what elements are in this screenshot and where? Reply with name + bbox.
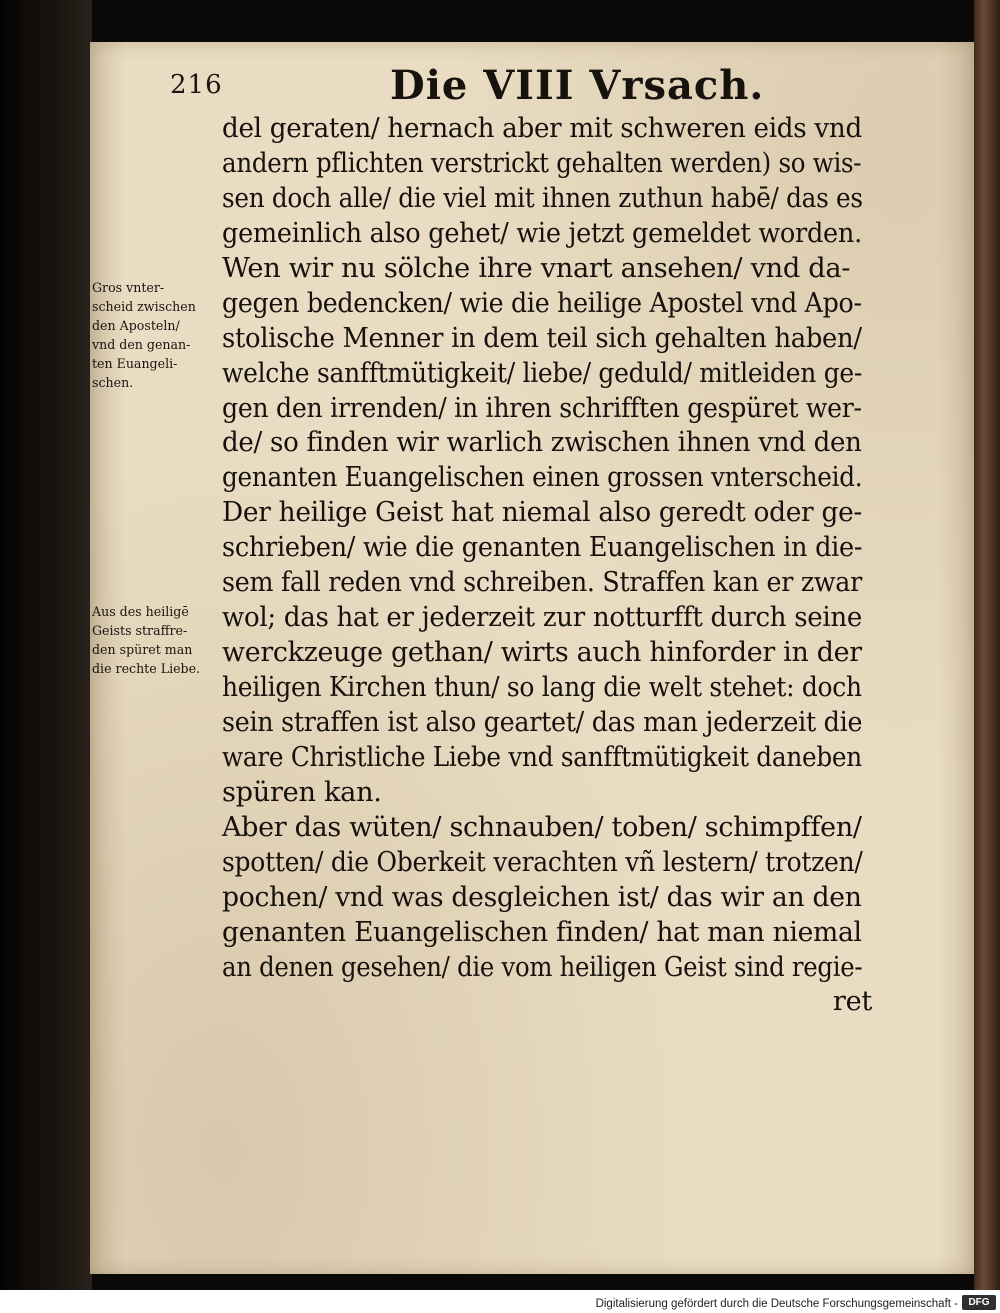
- text-line: del geraten/ hernach aber mit schweren eids vnd: [222, 113, 862, 144]
- text-line: gegen bedencken/ wie die heilige Apostel vnd Apo-: [222, 287, 862, 319]
- text-line: genanten Euangelischen einen grossen vnterscheid.: [222, 462, 863, 494]
- marginal-note-line: vnd den genan-: [92, 337, 191, 352]
- text-line: sen doch alle/ die viel mit ihnen zuthun habē/ das es: [222, 182, 863, 214]
- text-line: pochen/ vnd was desgleichen ist/ das wir an den: [222, 881, 862, 913]
- marginal-note-1: [92, 278, 224, 392]
- marginal-note-line: Gros vnter-: [92, 280, 165, 295]
- text-line: Aber das wüten/ schnauben/ toben/ schimpffen/: [222, 811, 862, 843]
- text-line: gemeinlich also gehet/ wie jetzt gemeldet worden.: [222, 217, 862, 249]
- text-line: heiligen Kirchen thun/ so lang die welt stehet: doch: [222, 672, 862, 703]
- text-line: sein straffen ist also geartet/ das man jederzeit die: [222, 706, 863, 738]
- marginal-note-2: [92, 602, 224, 678]
- text-line: sem fall reden vnd schreiben. Straffen kan er zwar: [222, 567, 862, 599]
- marginal-note-line: schen.: [92, 375, 134, 390]
- text-line: werckzeuge gethan/ wirts auch hinforder in der: [222, 637, 862, 669]
- text-line: welche sanfftmütigkeit/ liebe/ geduld/ mitleiden ge-: [222, 357, 863, 389]
- text-line: spüren kan.: [222, 776, 382, 808]
- funding-credit: Digitalisierung gefördert durch die Deutsche Forschungsgemeinschaft -: [595, 1298, 958, 1310]
- running-head: Die VIII Vrsach.: [390, 62, 765, 109]
- body-text: [222, 112, 872, 1020]
- text-line: wol; das hat er jederzeit zur notturfft durch seine: [222, 602, 863, 634]
- page-number: 216: [170, 70, 223, 100]
- text-line: stolische Menner in dem teil sich gehalten haben/: [222, 322, 862, 354]
- text-line: andern pflichten verstrickt gehalten werden) so wis-: [222, 147, 862, 179]
- text-line: gen den irrenden/ in ihren schrifften gespüret wer-: [222, 392, 862, 424]
- text-line: an denen gesehen/ die vom heiligen Geist sind regie-: [222, 951, 863, 983]
- text-line: Wen wir nu sölche ihre vnart ansehen/ vnd da-: [222, 252, 851, 284]
- digitization-footer: [0, 1290, 1000, 1313]
- dfg-logo: DFG: [962, 1295, 996, 1310]
- text-line: ware Christliche Liebe vnd sanfftmütigkeit daneben: [222, 741, 862, 773]
- marginal-note-line: den spüret man: [92, 642, 193, 657]
- book-spine-shadow: [0, 0, 92, 1290]
- text-line: Der heilige Geist hat niemal also geredt oder ge-: [222, 497, 863, 529]
- book-cover-edge: [974, 0, 1000, 1290]
- marginal-note-line: die rechte Liebe.: [92, 661, 201, 676]
- marginal-note-line: Geists straffre-: [92, 623, 188, 638]
- marginal-note-line: Aus des heiligē: [92, 604, 189, 619]
- marginal-note-line: ten Euangeli-: [92, 356, 178, 371]
- catchword: ret: [832, 986, 872, 1018]
- text-line: de/ so finden wir warlich zwischen ihnen vnd den: [222, 427, 862, 459]
- text-line: genanten Euangelischen finden/ hat man niemal: [222, 916, 862, 948]
- marginal-note-line: scheid zwischen: [92, 299, 196, 314]
- marginal-note-line: den Aposteln/: [92, 318, 180, 333]
- text-line: spotten/ die Oberkeit verachten vñ lestern/ trotzen/: [222, 846, 863, 878]
- text-line: schrieben/ wie die genanten Euangelischen in die-: [222, 532, 863, 564]
